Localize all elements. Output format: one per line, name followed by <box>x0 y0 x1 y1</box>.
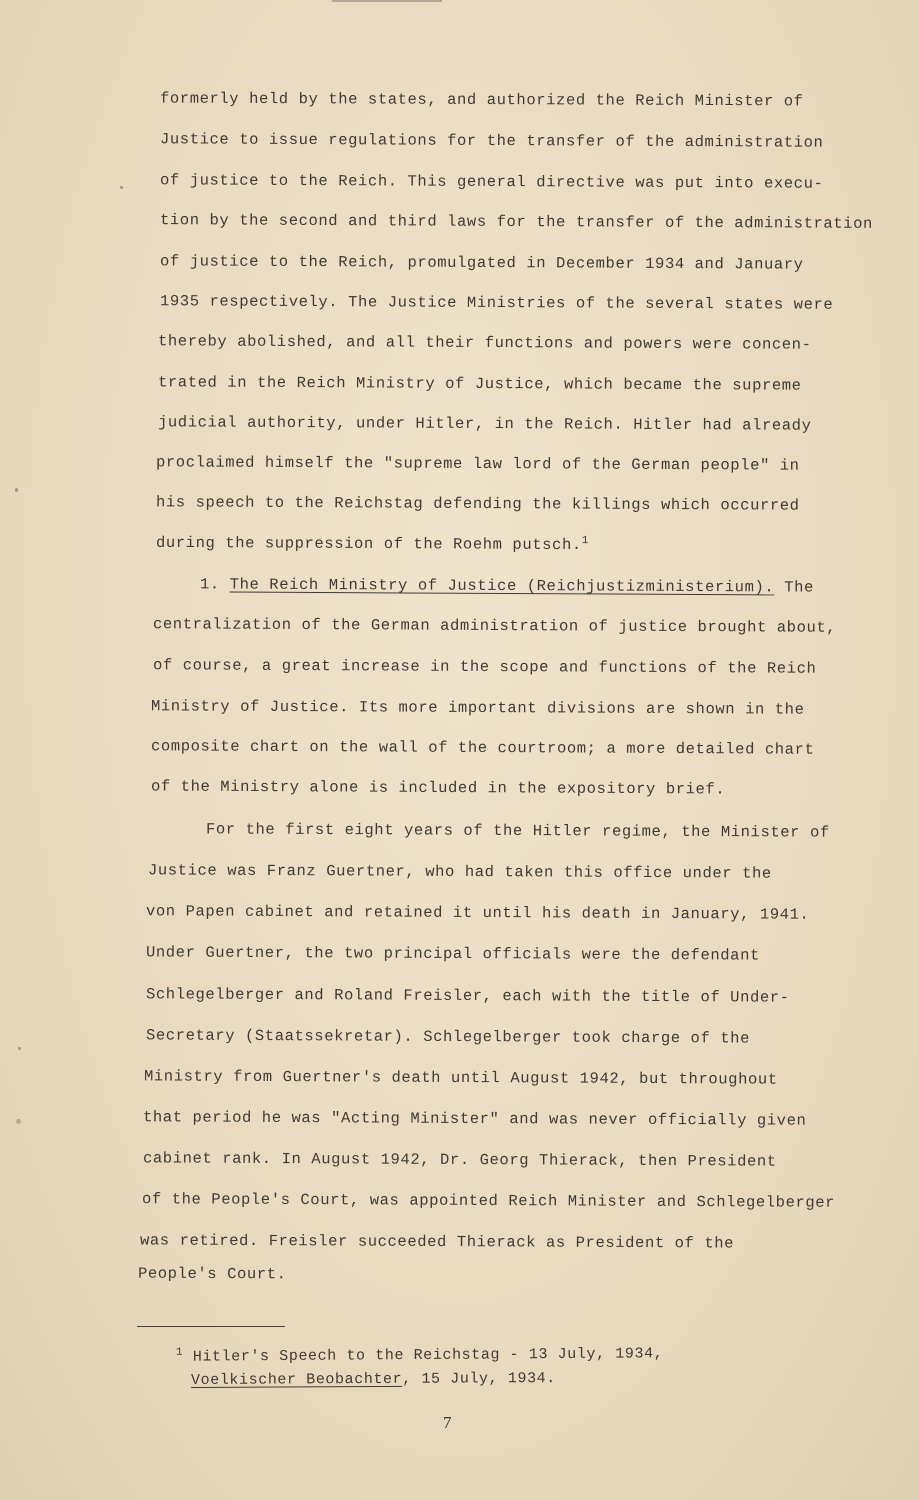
body-line: of the Ministry alone is included in the expository brief. <box>150 777 726 799</box>
section-heading-line <box>200 574 814 597</box>
section-number: 1. <box>199 575 220 594</box>
page-number: 7 <box>443 1413 452 1432</box>
body-line: centralization of the German administration of justice brought about, <box>152 615 837 637</box>
footnote-source-title: Voelkischer Beobachter <box>190 1370 403 1389</box>
paper-speck <box>15 488 18 492</box>
body-line: Schlegelberger and Roland Freisler, each with the title of Under- <box>145 985 790 1007</box>
section-heading-tail: The <box>784 578 814 597</box>
footnote-line-1 <box>176 1344 663 1367</box>
footnote-source-date: , 15 July, 1934. <box>402 1370 556 1388</box>
body-line: tion by the second and third laws for the transfer of the administration <box>159 211 873 233</box>
body-line: cabinet rank. In August 1942, Dr. Georg Thierack, then President <box>142 1149 777 1171</box>
body-line: Under Guertner, the two principal officials were the defendant <box>145 943 760 965</box>
paper-speck <box>18 1047 21 1050</box>
body-line: of justice to the Reich, promulgated in December 1934 and January <box>159 252 804 274</box>
body-line: von Papen cabinet and retained it until his death in January, 1941. <box>145 902 810 924</box>
body-line: judicial authority, under Hitler, in the Reich. Hitler had already <box>157 413 812 435</box>
body-line: Ministry of Justice. Its more important divisions are shown in the <box>150 697 805 719</box>
paper-speck <box>16 1119 21 1124</box>
body-line: Secretary (Staatssekretar). Schlegelberger took charge of the <box>145 1026 751 1048</box>
body-line: Ministry from Guertner's death until August 1942, but throughout <box>143 1067 778 1089</box>
body-line: of the People's Court, was appointed Reich Minister and Schlegelberger <box>141 1190 836 1212</box>
footnote-line-2 <box>191 1369 556 1391</box>
body-line: his speech to the Reichstag defending the killings which occurred <box>155 493 800 515</box>
body-line: was retired. Freisler succeeded Thierack as President of the <box>139 1231 735 1253</box>
body-line: For the first eight years of the Hitler regime, the Minister of <box>205 820 830 842</box>
footnote-reference: 1 <box>581 535 590 548</box>
body-line: thereby abolished, and all their functions and powers were concen- <box>157 332 812 354</box>
body-line: formerly held by the states, and authorized the Reich Minister of <box>159 89 804 111</box>
top-edge-mark <box>332 0 442 2</box>
footnote-marker: 1 <box>175 1346 184 1359</box>
body-line: of course, a great increase in the scope and functions of the Reich <box>152 656 817 678</box>
paper-speck <box>120 186 123 189</box>
body-line: proclaimed himself the "supreme law lord of the German people" in <box>155 453 800 475</box>
body-line: Justice to issue regulations for the transfer of the administration <box>159 130 824 152</box>
body-line: People's Court. <box>137 1264 287 1284</box>
body-line: trated in the Reich Ministry of Justice, which became the supreme <box>157 373 802 395</box>
footnote-rule <box>137 1326 285 1327</box>
body-line: composite chart on the wall of the courtroom; a more detailed chart <box>150 737 815 759</box>
body-line-last: during the suppression of the Roehm putsch.$^1$ <box>155 533 590 555</box>
footnote-text: Hitler's Speech to the Reichstag - 13 July, 1934, <box>192 1345 664 1366</box>
body-line: 1935 respectively. The Justice Ministries of the several states were <box>159 292 834 314</box>
body-line: of justice to the Reich. This general directive was put into execu- <box>159 171 824 193</box>
body-line: that period he was "Acting Minister" and was never officially given <box>142 1108 807 1130</box>
body-line: Justice was Franz Guertner, who had taken this office under the <box>147 861 772 883</box>
section-heading: The Reich Ministry of Justice (Reichjustizministerium). <box>229 575 775 597</box>
